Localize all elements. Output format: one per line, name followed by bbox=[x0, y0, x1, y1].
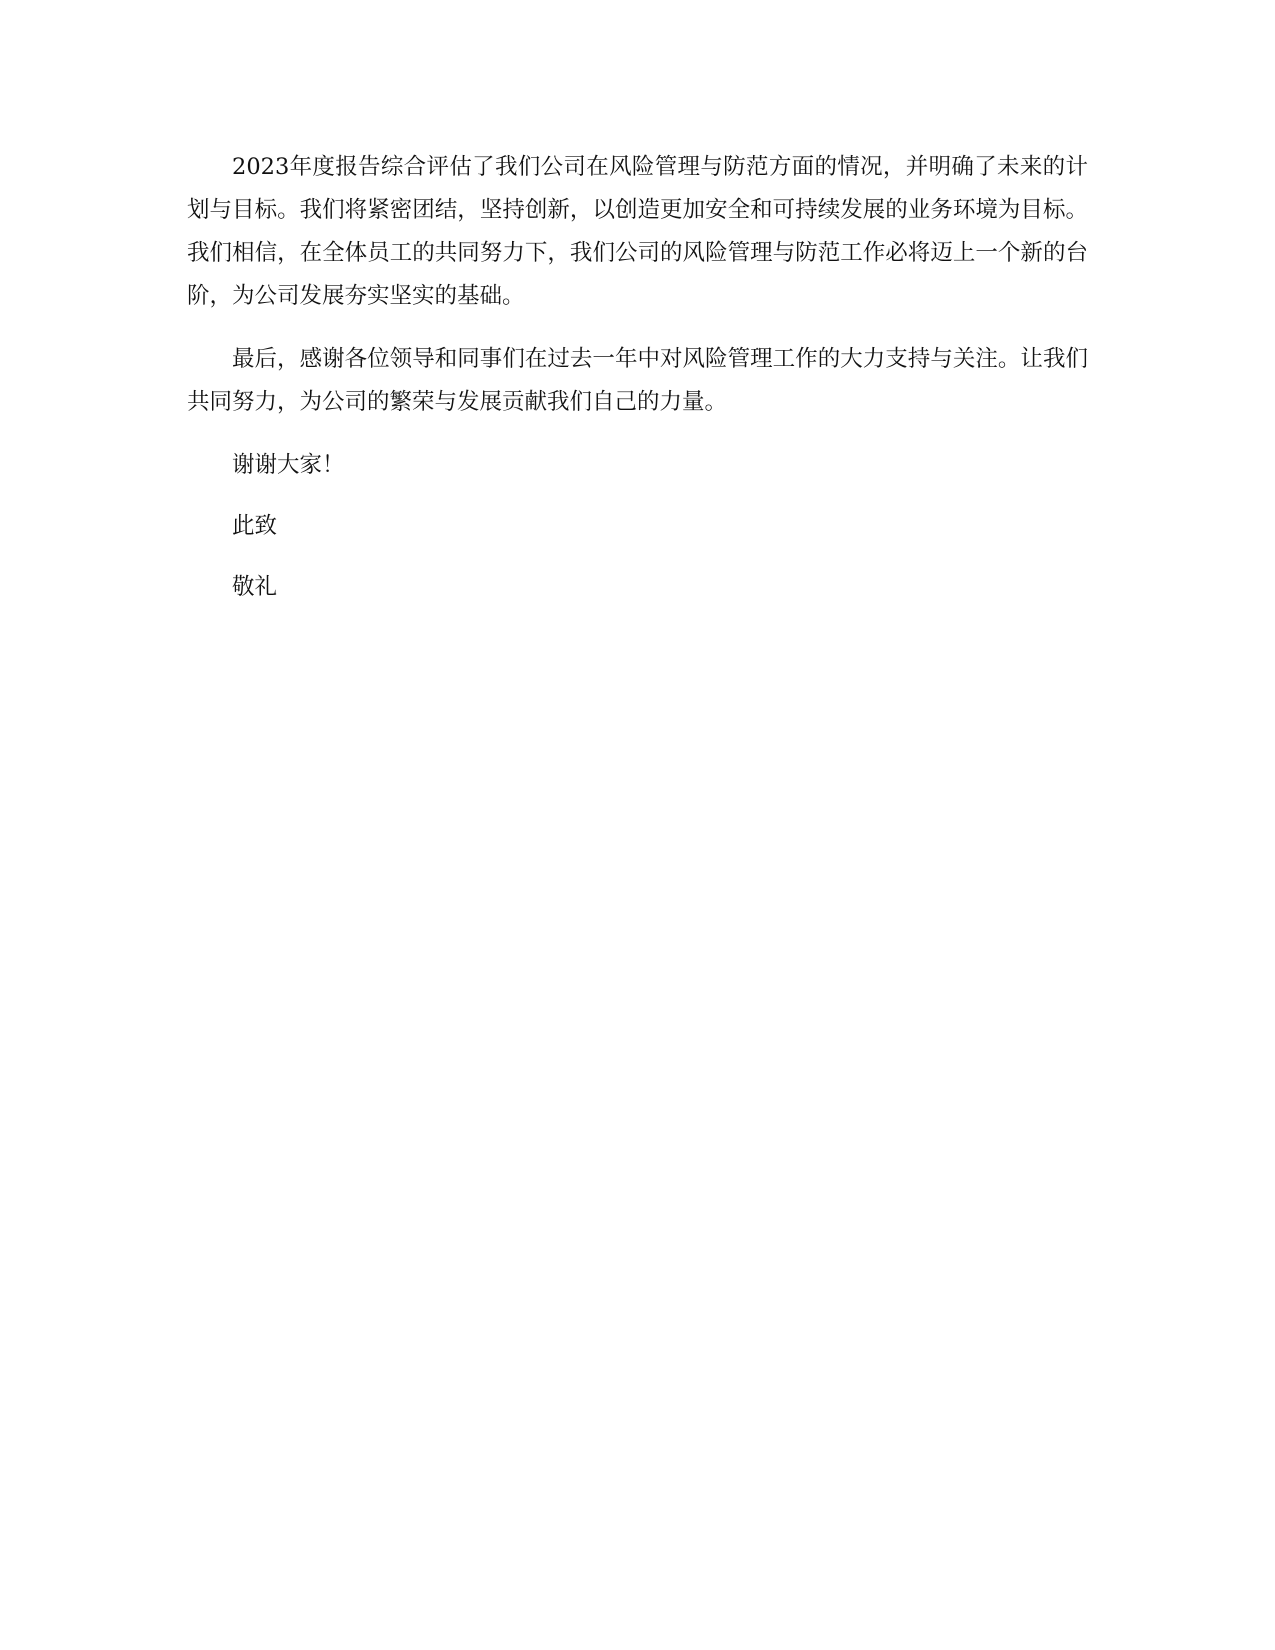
closing-salutation-2: 敬礼 bbox=[232, 574, 278, 600]
closing-thanks: 谢谢大家！ bbox=[232, 452, 345, 478]
document-body bbox=[187, 146, 1088, 627]
closing-salutation-1: 此致 bbox=[232, 513, 278, 539]
paragraph-summary: 2023年度报告综合评估了我们公司在风险管理与防范方面的情况，并明确了未来的计划与目标。我们将紧密团结，坚持创新，以创造更加安全和可持续发展的业务环境为目标。我们相信，在全体员工的共同努力下，我们公司的风险管理与防范工作必将迈上一个新的台阶，为公司发展夯实坚实的基础。 bbox=[187, 154, 1088, 309]
paragraph-acknowledgement: 最后，感谢各位领导和同事们在过去一年中对风险管理工作的大力支持与关注。让我们共同努力，为公司的繁荣与发展贡献我们自己的力量。 bbox=[187, 346, 1088, 415]
